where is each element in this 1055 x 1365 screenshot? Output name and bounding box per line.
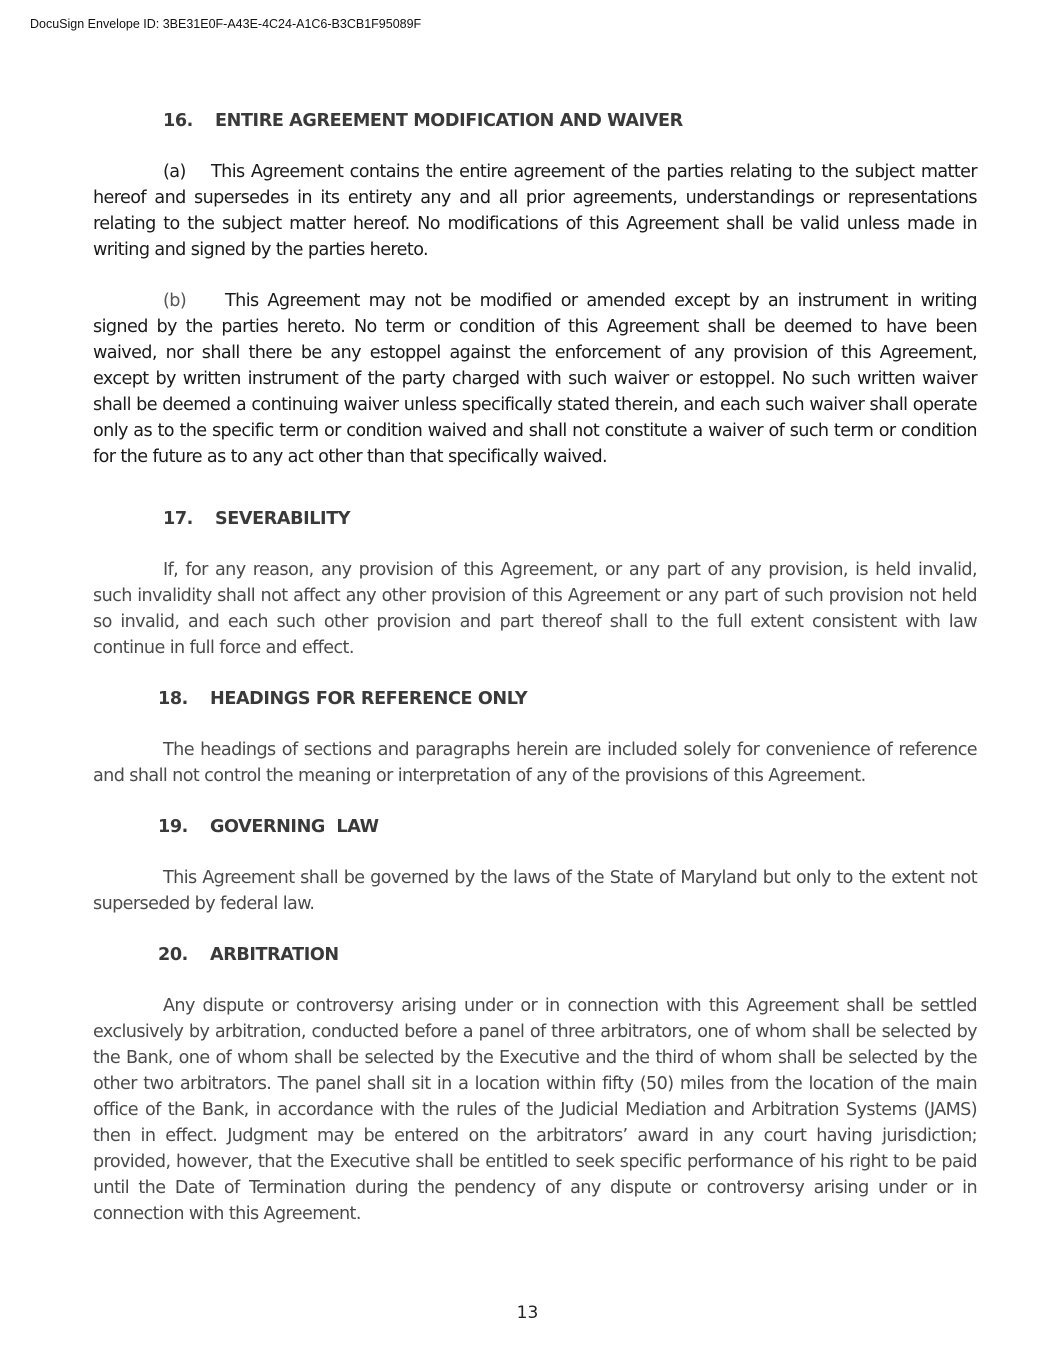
section-16-number: 16. <box>163 111 193 131</box>
section-20-heading <box>93 942 977 968</box>
document-body <box>93 108 977 1227</box>
section-19-heading <box>93 814 977 840</box>
section-18-title: HEADINGS FOR REFERENCE ONLY <box>210 689 528 709</box>
section-16a-text: This Agreement contains the entire agreement of the parties relating to the subject matter hereof and supersedes in its entirety any and all prior agreements, understandings or representations relating to the subject matter hereof. No modifications of this Agreement shall be valid unless made in writing and signed by the parties hereto. <box>93 162 977 260</box>
section-20-title: ARBITRATION <box>210 945 339 965</box>
section-18-number: 18. <box>158 689 188 709</box>
page-number: 13 <box>516 1303 539 1323</box>
section-16a-paragraph <box>93 159 977 263</box>
section-16b-label: (b) <box>163 291 187 311</box>
section-17-heading <box>93 506 977 532</box>
section-16b-paragraph <box>93 288 977 470</box>
section-19-title: GOVERNING LAW <box>210 817 379 837</box>
section-18-paragraph: The headings of sections and paragraphs herein are included solely for convenience of reference and shall not control the meaning or interpretation of any of the provisions of this Agreement. <box>93 740 977 786</box>
docusign-envelope-id: DocuSign Envelope ID: 3BE31E0F-A43E-4C24-A1C6-B3CB1F95089F <box>30 17 422 31</box>
section-16-title: ENTIRE AGREEMENT MODIFICATION AND WAIVER <box>215 111 683 131</box>
section-16b-text: This Agreement may not be modified or amended except by an instrument in writing signed by the parties hereto. No term or condition of this Agreement shall be deemed to have been waived, nor shall there be any estoppel against the enforcement of any provision of this Agreement, except by written instrument of the party charged with such waiver or estoppel. No such written waiver shall be deemed a continuing waiver unless specifically stated therein, and each such waiver shall operate only as to the specific term or condition waived and shall not constitute a waiver of such term or condition for the future as to any act other than that specifically waived. <box>93 291 977 467</box>
section-17-title: SEVERABILITY <box>215 509 351 529</box>
section-16-heading <box>93 108 977 134</box>
section-19-number: 19. <box>158 817 188 837</box>
section-17-number: 17. <box>163 509 193 529</box>
section-20-paragraph: Any dispute or controversy arising under or in connection with this Agreement shall be settled exclusively by arbitration, conducted before a panel of three arbitrators, one of whom shall be selected by the Bank, one of whom shall be selected by the Executive and the third of whom shall be selected by the other two arbitrators. The panel shall sit in a location within fifty (50) miles from the location of the main office of the Bank, in accordance with the rules of the Judicial Mediation and Arbitration Systems (JAMS) then in effect. Judgment may be entered on the arbitrators’ award in any court having jurisdiction; provided, however, that the Executive shall be entitled to seek specific performance of his right to be paid until the Date of Termination during the pendency of any dispute or controversy arising under or in connection with this Agreement. <box>93 996 977 1224</box>
section-20-number: 20. <box>158 945 188 965</box>
section-18-heading <box>93 686 977 712</box>
section-19-paragraph: This Agreement shall be governed by the laws of the State of Maryland but only to the extent not superseded by federal law. <box>93 868 977 914</box>
section-16a-label: (a) <box>163 162 186 182</box>
section-17-paragraph: If, for any reason, any provision of this Agreement, or any part of any provision, is held invalid, such invalidity shall not affect any other provision of this Agreement or any part of such provision not held so invalid, and each such other provision and part thereof shall to the full extent consistent with law continue in full force and effect. <box>93 560 977 658</box>
